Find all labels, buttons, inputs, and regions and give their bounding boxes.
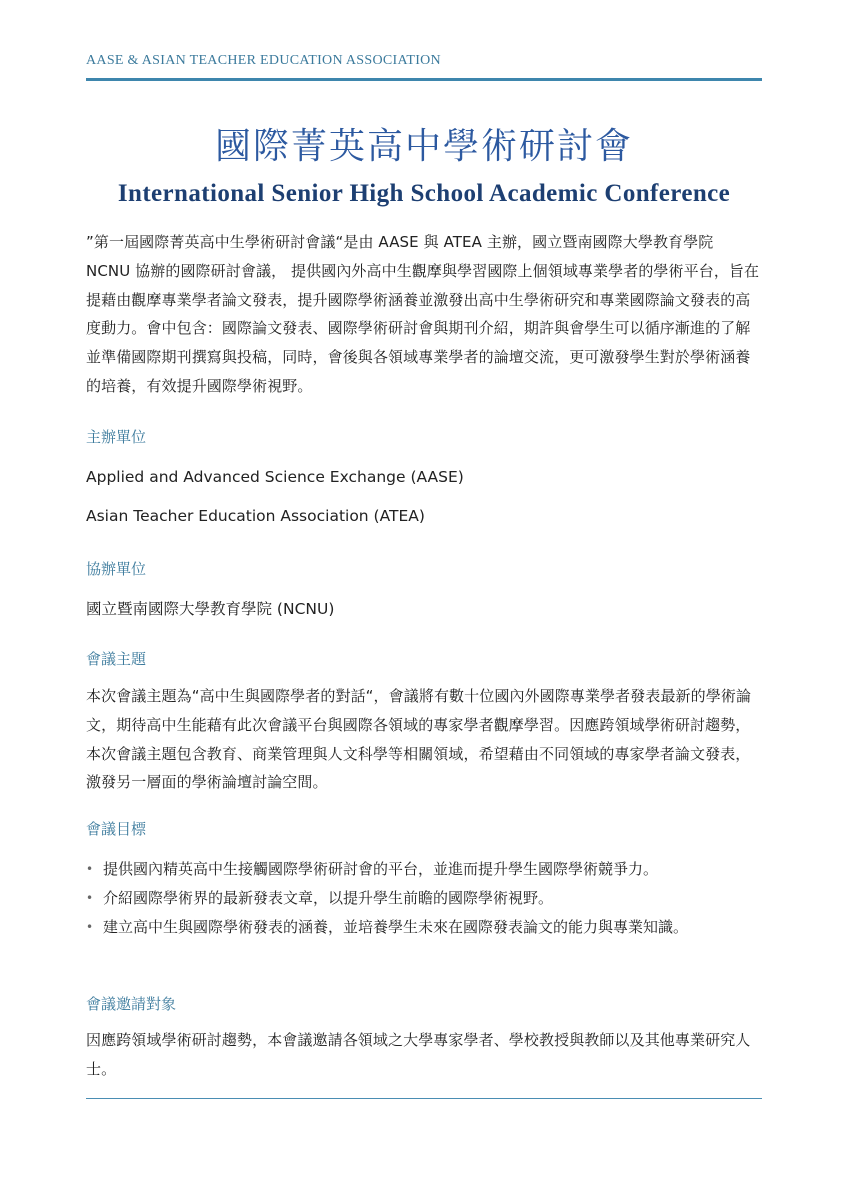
intro-paragraph: ”第一屆國際菁英高中生學術研討會議“是由 AASE 與 ATEA 主辦，國立暨南國際大學教育學院 NCNU 協辦的國際研討會議， 提供國內外高中生觀摩與學習國際上個領域專業學者的學術平台，旨在提藉由觀摩專業學者論文發表，提升國際學術涵養並激發出高中生學術研究和專業國際論文發表的高度動力。會中包含：國際論文發表、國際學術研討會與期刊介紹，期許與會學生可以循序漸進的了解並準備國際期刊撰寫與投稿，同時，會後與各領域專業學者的論壇交流，更可激發學生對於學術涵養的培養，有效提升國際學術視野。	[86, 233, 760, 395]
co-organizers-heading: 協辦單位	[86, 560, 147, 578]
page-title-en: International Senior High School Academic Conference	[117, 180, 731, 207]
goal-item	[86, 885, 762, 912]
theme-heading: 會議主題	[86, 650, 147, 668]
co-organizer-item: 國立暨南國際大學教育學院 (NCNU)	[86, 600, 335, 618]
header-divider	[86, 78, 762, 81]
organizer-item: Asian Teacher Education Association (ATEA)	[86, 507, 425, 525]
organizer-item: Applied and Advanced Science Exchange (AASE)	[86, 468, 464, 486]
goal-text: 介紹國際學術界的最新發表文章，以提升學生前瞻的國際學術視野。	[103, 889, 554, 907]
header-org-name: AASE & ASIAN TEACHER EDUCATION ASSOCIATION	[86, 53, 441, 68]
goal-item	[86, 914, 762, 941]
audience-heading: 會議邀請對象	[86, 995, 177, 1013]
goal-text: 建立高中生與國際學術發表的涵養，並培養學生未來在國際發表論文的能力與專業知識。	[103, 918, 689, 936]
page-title-zh: 國際菁英高中學術研討會	[214, 126, 633, 167]
bullet-icon: •	[86, 862, 94, 876]
bullet-icon: •	[86, 891, 94, 905]
goals-list	[86, 856, 762, 943]
goal-item	[86, 856, 762, 883]
theme-paragraph: 本次會議主題為“高中生與國際學者的對話“，會議將有數十位國內外國際專業學者發表最新的學術論文，期待高中生能藉有此次會議平台與國際各領域的專家學者觀摩學習。因應跨領域學術研討趨勢，本次會議主題包含教育、商業管理與人文科學等相關領域，希望藉由不同領域的專家學者論文發表，激發另一層面的學術論壇討論空間。	[86, 687, 752, 792]
organizers-heading: 主辦單位	[86, 428, 147, 446]
audience-paragraph: 因應跨領域學術研討趨勢，本會議邀請各領域之大學專家學者、學校教授與教師以及其他專業研究人士。	[86, 1031, 751, 1078]
goals-heading: 會議目標	[86, 820, 147, 838]
footer-divider	[86, 1098, 762, 1099]
bullet-icon: •	[86, 920, 94, 934]
goal-text: 提供國內精英高中生接觸國際學術研討會的平台，並進而提升學生國際學術競爭力。	[103, 860, 659, 878]
